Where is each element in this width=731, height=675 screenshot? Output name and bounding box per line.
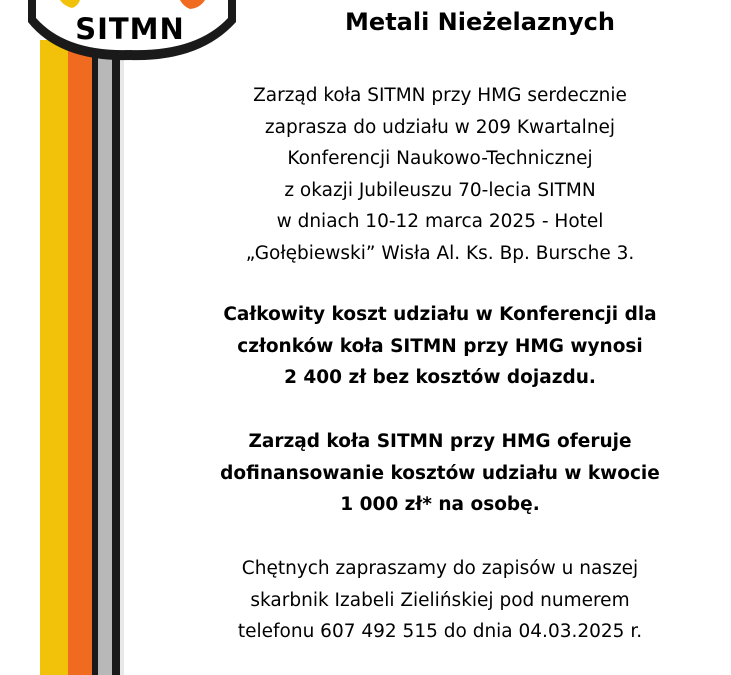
- stripe-yellow: [40, 40, 68, 675]
- cost-line: członków koła SITMN przy HMG wynosi: [237, 335, 643, 357]
- invitation-line: „Gołębiewski” Wisła Al. Ks. Bp. Bursche 3.: [245, 242, 635, 264]
- subsidy-line: dofinansowanie kosztów udziału w kwocie: [220, 462, 660, 484]
- invitation-line: w dniach 10-12 marca 2025 - Hotel: [276, 211, 604, 232]
- signup-line: Chętnych zapraszamy do zapisów u naszej: [241, 558, 639, 579]
- invitation-line: Konferencji Naukowo-Technicznej: [287, 148, 593, 169]
- invitation-line: zaprasza do udziału w 209 Kwartalnej: [264, 116, 616, 138]
- stripe-orange: [68, 40, 92, 675]
- invitation-paragraph: [190, 80, 690, 269]
- signup-paragraph: [190, 553, 690, 648]
- cost-line: Całkowity koszt udziału w Konferencji dla: [223, 304, 657, 325]
- page-title: [300, 4, 660, 40]
- logo-text: SITMN: [75, 12, 185, 46]
- stripe-gray: [98, 40, 112, 675]
- signup-line: skarbnik Izabeli Zielińskiej pod numerem: [250, 589, 630, 611]
- stripe-dark-right: [112, 40, 120, 675]
- cost-line: 2 400 zł bez kosztów dojazdu.: [284, 367, 596, 388]
- signup-line: telefonu 607 492 515 do dnia 04.03.2025 r.: [237, 621, 643, 642]
- stripe-dark-left: [92, 40, 98, 675]
- subsidy-line: 1 000 zł* na osobę.: [340, 494, 540, 515]
- cost-paragraph: [190, 299, 690, 394]
- subsidy-paragraph: [190, 426, 690, 521]
- stripe-light: [120, 40, 124, 675]
- invitation-line: z okazji Jubileuszu 70-lecia SITMN: [284, 179, 596, 201]
- invitation-line: Zarząd koła SITMN przy HMG serdecznie: [253, 85, 627, 106]
- page-title-line2: Metali Nieżelaznych: [345, 8, 615, 36]
- subsidy-line: Zarząd koła SITMN przy HMG oferuje: [248, 431, 632, 452]
